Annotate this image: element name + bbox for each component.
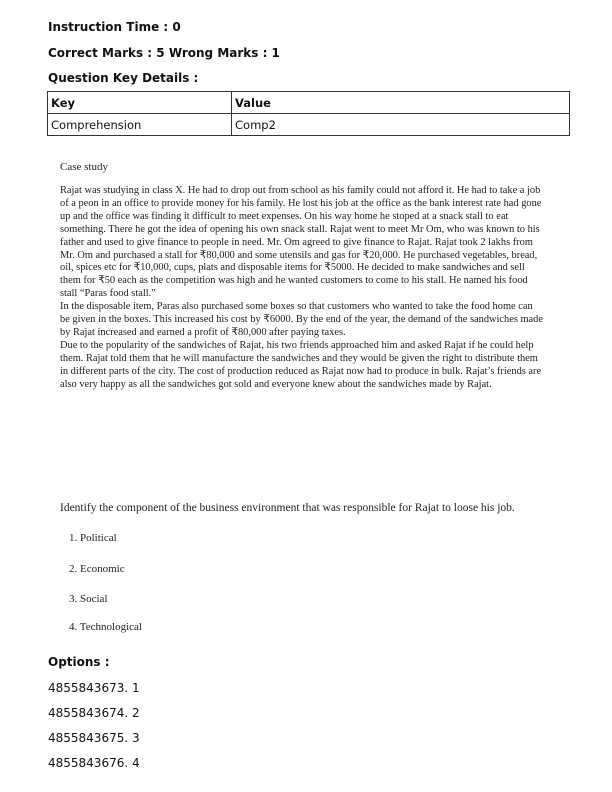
option-item: 4855843676. 4 (48, 756, 140, 770)
options-title: Options : (48, 655, 110, 669)
instruction-time: Instruction Time : 0 (48, 20, 181, 34)
question-choice: 4. Technological (69, 621, 142, 633)
marks-info: Correct Marks : 5 Wrong Marks : 1 (48, 46, 280, 60)
question-choice: 1. Political (69, 532, 117, 544)
case-paragraph: Rajat was studying in class X. He had to drop out from school as his family could not afford it. He had to take a job of a peon in an office to provide money for his family. He lost his job at the office as the bank interest rate had gone up and the office was finding it difficult to meet expenses. On his way home he stoped at a snack stall to eat something. There he got the idea of opening his own snack stall. Rajat went to meet Mr Om, who was known to his father and used to give finance to people in need. Mr. Om agreed to give finance to Rajat. Rajat took 2 lakhs from Mr. Om and purchased a stall for ₹80,000 and some utensils and gas for ₹20,000. He purchased vegetables, bread, oil, spices etc for ₹10,000, cups, plats and disposable items for ₹5000. He decided to make sandwiches and sell them for ₹50 each as the competition was high and he wanted customers to come to his stall. He named his food stall “Paras food stall.” (60, 185, 542, 300)
column-header-value: Value (232, 92, 570, 114)
case-paragraph: Due to the popularity of the sandwiches of Rajat, his two friends approached him and asked Rajat if he could help them. Rajat told them that he will manufacture the sandwiches and they would be given the right to distribute them in different parts of the city. The cost of production reduced as Rajat now had to produce in bulk. Rajat’s friends are also very happy as all the sandwiches got sold and everyone knew about the sandwiches made by Rajat. (60, 339, 542, 390)
table-header-row (48, 92, 570, 114)
case-study-title: Case study (60, 161, 108, 173)
option-item: 4855843675. 3 (48, 731, 140, 745)
case-paragraph: In the disposable item, Paras also purchased some boxes so that customers who wanted to take the food home can be given in the boxes. This increased his cost by ₹6000. By the end of the year, the demand of the sandwiches made by Rajat increased and earned a profit of ₹80,000 after paying taxes. (60, 301, 543, 338)
case-study-body (60, 185, 545, 392)
question-choice: 2. Economic (69, 563, 125, 575)
key-details-title: Question Key Details : (48, 71, 199, 85)
question-text: Identify the component of the business environment that was responsible for Rajat to loose his job. (60, 502, 515, 514)
key-value-table (47, 91, 570, 136)
question-choice: 3. Social (69, 593, 108, 605)
option-item: 4855843674. 2 (48, 706, 140, 720)
table-row (48, 114, 570, 136)
cell-value: Comp2 (232, 114, 570, 136)
column-header-key: Key (48, 92, 232, 114)
option-item: 4855843673. 1 (48, 681, 140, 695)
cell-key: Comprehension (48, 114, 232, 136)
